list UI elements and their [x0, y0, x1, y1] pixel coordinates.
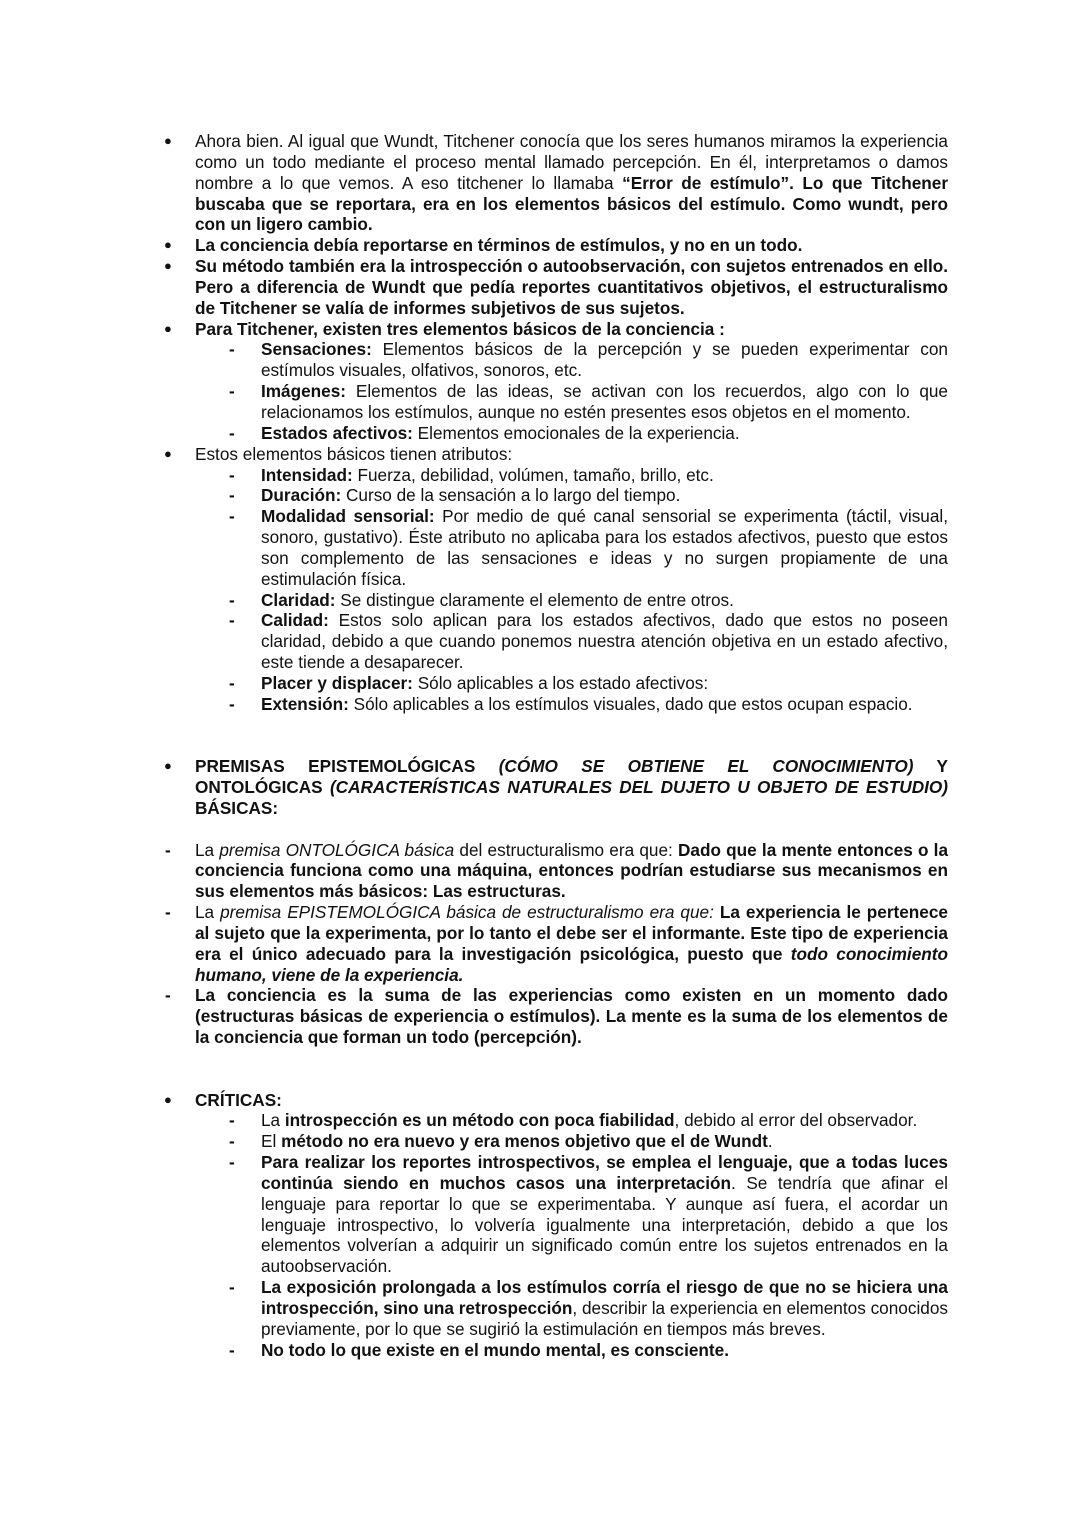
text-run: Estados afectivos: — [261, 422, 413, 443]
dash-marker: - — [229, 1277, 235, 1298]
bullet-item — [0, 444, 948, 465]
text-run: Modalidad sensorial: — [261, 506, 435, 527]
text-run: . Se tendría que afinar el lenguaje para reportar lo que se experimentaba. Y aunque así fuera, el acordar un lenguaje introspectivo, lo volvería igualmente una interpretación, debido a que los elementos volverían a adquirir un significado común entre los sujetos entrenados en la autoobservación. — [261, 1172, 948, 1277]
dash-marker: - — [229, 693, 235, 714]
text-run: Ahora bien. Al igual que Wundt, Titchener conocía que los seres humanos miramos la experiencia como un todo mediante el proceso mental llamado percepción. En él, interpretamos o damos nombre a lo que vemos. A eso titchener lo llamaba — [195, 131, 948, 193]
sub-list-item — [0, 423, 948, 444]
sub-list-item — [0, 339, 948, 381]
text-run: Dado que la mente entonces o la conciencia funciona como una máquina, entonces podrían estudiarse sus mecanismos en sus elementos más básicos: Las estructuras. — [195, 839, 948, 902]
text-run: Imágenes: — [261, 381, 347, 402]
dash-marker: - — [229, 422, 235, 443]
text-run: Para Titchener, existen tres elementos básicos de la conciencia : — [195, 318, 725, 339]
sub-list-item — [0, 1340, 948, 1361]
dash-marker: - — [229, 506, 235, 527]
text-run: BÁSICAS: — [195, 797, 279, 818]
text-run: Por medio de qué canal sensorial se experimenta (táctil, visual, sonoro, gustativo). Éste atributo no aplicaba para los estados afectivos, puesto que estos son complemento de las sensaciones e ideas y no surgen propiamente de una estimulación física. — [261, 506, 949, 589]
text-run: Sensaciones: — [261, 339, 372, 360]
dash-marker: - — [229, 1152, 235, 1173]
bullet-marker: ● — [164, 445, 172, 461]
bullet-item — [0, 1090, 948, 1111]
dash-list-item — [0, 985, 948, 1048]
dash-marker: - — [165, 902, 171, 923]
dash-marker: - — [229, 381, 235, 402]
sub-list-item — [0, 694, 948, 715]
bullet-item — [0, 235, 948, 256]
text-run: Calidad: — [261, 610, 329, 631]
text-run: PREMISAS EPISTEMOLÓGICAS — [195, 756, 499, 777]
text-run: . — [767, 1131, 773, 1152]
dash-marker: - — [229, 464, 235, 485]
bullet-marker: ● — [164, 133, 172, 148]
text-run: La — [195, 839, 220, 860]
text-run: Y ONTOLÓGICAS — [195, 756, 948, 798]
sub-list-item — [0, 381, 948, 423]
bullet-item — [0, 256, 948, 319]
document-page — [0, 131, 1080, 1361]
text-run: La conciencia debía reportarse en términos de estímulos, y no en un todo. — [195, 235, 803, 256]
text-run: Fuerza, debilidad, volúmen, tamaño, brillo, etc. — [352, 464, 714, 485]
bullet-marker: ● — [164, 237, 172, 253]
text-run: Intensidad: — [261, 464, 353, 485]
text-run: (CÓMO SE OBTIENE EL CONOCIMIENTO) — [498, 756, 914, 777]
bullet-item — [0, 319, 948, 340]
text-run: Elementos emocionales de la experiencia. — [412, 422, 740, 443]
sub-list-item — [0, 485, 948, 506]
dash-list-item — [0, 902, 948, 985]
text-run: Curso de la sensación a lo largo del tiempo. — [341, 485, 681, 506]
dash-list-item — [0, 840, 948, 903]
text-run: Duración: — [261, 485, 342, 506]
bullet-marker: ● — [164, 1091, 172, 1107]
bullet-marker: ● — [164, 320, 172, 336]
text-run: introspección es un método con poca fiabilidad — [284, 1110, 675, 1131]
text-run: Estos solo aplican para los estados afectivos, dado que estos no poseen claridad, debido a que cuando ponemos nuestra atención objetiva en un estado afectivo, este tiende a desaparecer. — [261, 610, 948, 673]
text-run: Sólo aplicables a los estímulos visuales, dado que estos ocupan espacio. — [348, 693, 913, 714]
text-run: No todo lo que existe en el mundo mental, es consciente. — [261, 1339, 729, 1360]
sub-list-item — [0, 1277, 948, 1340]
bullet-marker: ● — [164, 258, 172, 274]
text-run: La experiencia le pertenece al sujeto que la experimenta, por lo tanto el debe ser el informante. Este tipo de experiencia era el único adecuado para la investigación psicológica, puesto que — [195, 902, 948, 964]
text-run: Placer y displacer: — [261, 672, 413, 693]
sub-list-item — [0, 610, 948, 673]
sub-list-item — [0, 673, 948, 694]
bullet-item — [0, 756, 948, 819]
text-run: La exposición prolongada a los estímulos corría el riesgo de que no se hiciera una introspección, sino una retrospección — [261, 1277, 948, 1319]
text-run: , debido al error del observador. — [674, 1110, 918, 1131]
sub-list-item — [0, 1131, 948, 1152]
sub-list-item — [0, 1110, 948, 1131]
text-run: La — [195, 902, 221, 923]
sub-list-item — [0, 506, 948, 589]
dash-marker: - — [165, 839, 171, 860]
dash-marker: - — [229, 1110, 235, 1131]
dash-marker: - — [229, 1131, 235, 1152]
dash-marker: - — [229, 610, 235, 631]
text-run: Claridad: — [261, 589, 336, 610]
dash-marker: - — [229, 589, 235, 610]
text-run: (CARACTERÍSTICAS NATURALES DEL DUJETO U OBJETO DE ESTUDIO) — [329, 777, 948, 798]
sub-list-item — [0, 590, 948, 611]
text-run: Sólo aplicables a los estado afectivos: — [412, 672, 709, 693]
text-run: La — [261, 1110, 285, 1131]
text-run: La conciencia es la suma de las experiencias como existen en un momento dado (estructuras básicas de experiencia o estímulos). La mente es la suma de los elementos de la conciencia que forman un todo (percepción). — [195, 985, 948, 1048]
text-run: Elementos de las ideas, se activan con los recuerdos, algo con lo que relacionamos los estímulos, aunque no estén presentes esos objetos en el momento. — [261, 381, 948, 422]
text-run: Estos elementos básicos tienen atributos: — [195, 443, 513, 464]
text-run: El — [261, 1131, 282, 1152]
text-run: todo conocimiento humano, viene de la experiencia. — [195, 943, 948, 985]
sub-list-item — [0, 1152, 948, 1277]
bullet-marker: ● — [164, 758, 172, 774]
bullet-item — [0, 131, 948, 235]
text-run: premisa ONTOLÓGICA básica — [219, 839, 455, 860]
text-run: método no era nuevo y era menos objetivo que el de Wundt — [281, 1131, 768, 1152]
text-run: Elementos básicos de la percepción y se pueden experimentar con estímulos visuales, olfativos, sonoros, etc. — [261, 339, 948, 381]
sub-list-item — [0, 465, 948, 486]
text-run: premisa EPISTEMOLÓGICA básica de estructuralismo era que: — [220, 902, 714, 923]
dash-marker: - — [229, 339, 235, 360]
dash-marker: - — [229, 1339, 235, 1360]
dash-marker: - — [229, 485, 235, 506]
text-run: Su método también era la introspección o autoobservación, con sujetos entrenados en ello. Pero a diferencia de Wundt que pedía reportes cuantitativos objetivos, el estructuralismo de Titchener se valía de informes subjetivos de sus sujetos. — [195, 256, 948, 318]
text-run: Se distingue claramente el elemento de entre otros. — [335, 589, 734, 610]
text-run: del estructuralismo era que: — [454, 839, 678, 860]
text-run: , describir la experiencia en elementos conocidos previamente, por lo que se sugirió la estimulación en tiempos más breves. — [261, 1298, 948, 1339]
dash-marker: - — [165, 985, 171, 1006]
dash-marker: - — [229, 672, 235, 693]
text-run: “Error de estímulo”. Lo que Titchener buscaba que se reportara, era en los elementos básicos del estímulo. Como wundt, pero con un ligero cambio. — [195, 172, 949, 235]
text-run: Extensión: — [261, 693, 349, 714]
text-run: CRÍTICAS: — [195, 1089, 282, 1110]
text-run: Para realizar los reportes introspectivos, se emplea el lenguaje, que a todas luces continúa siendo en muchos casos una interpretación — [261, 1152, 948, 1193]
